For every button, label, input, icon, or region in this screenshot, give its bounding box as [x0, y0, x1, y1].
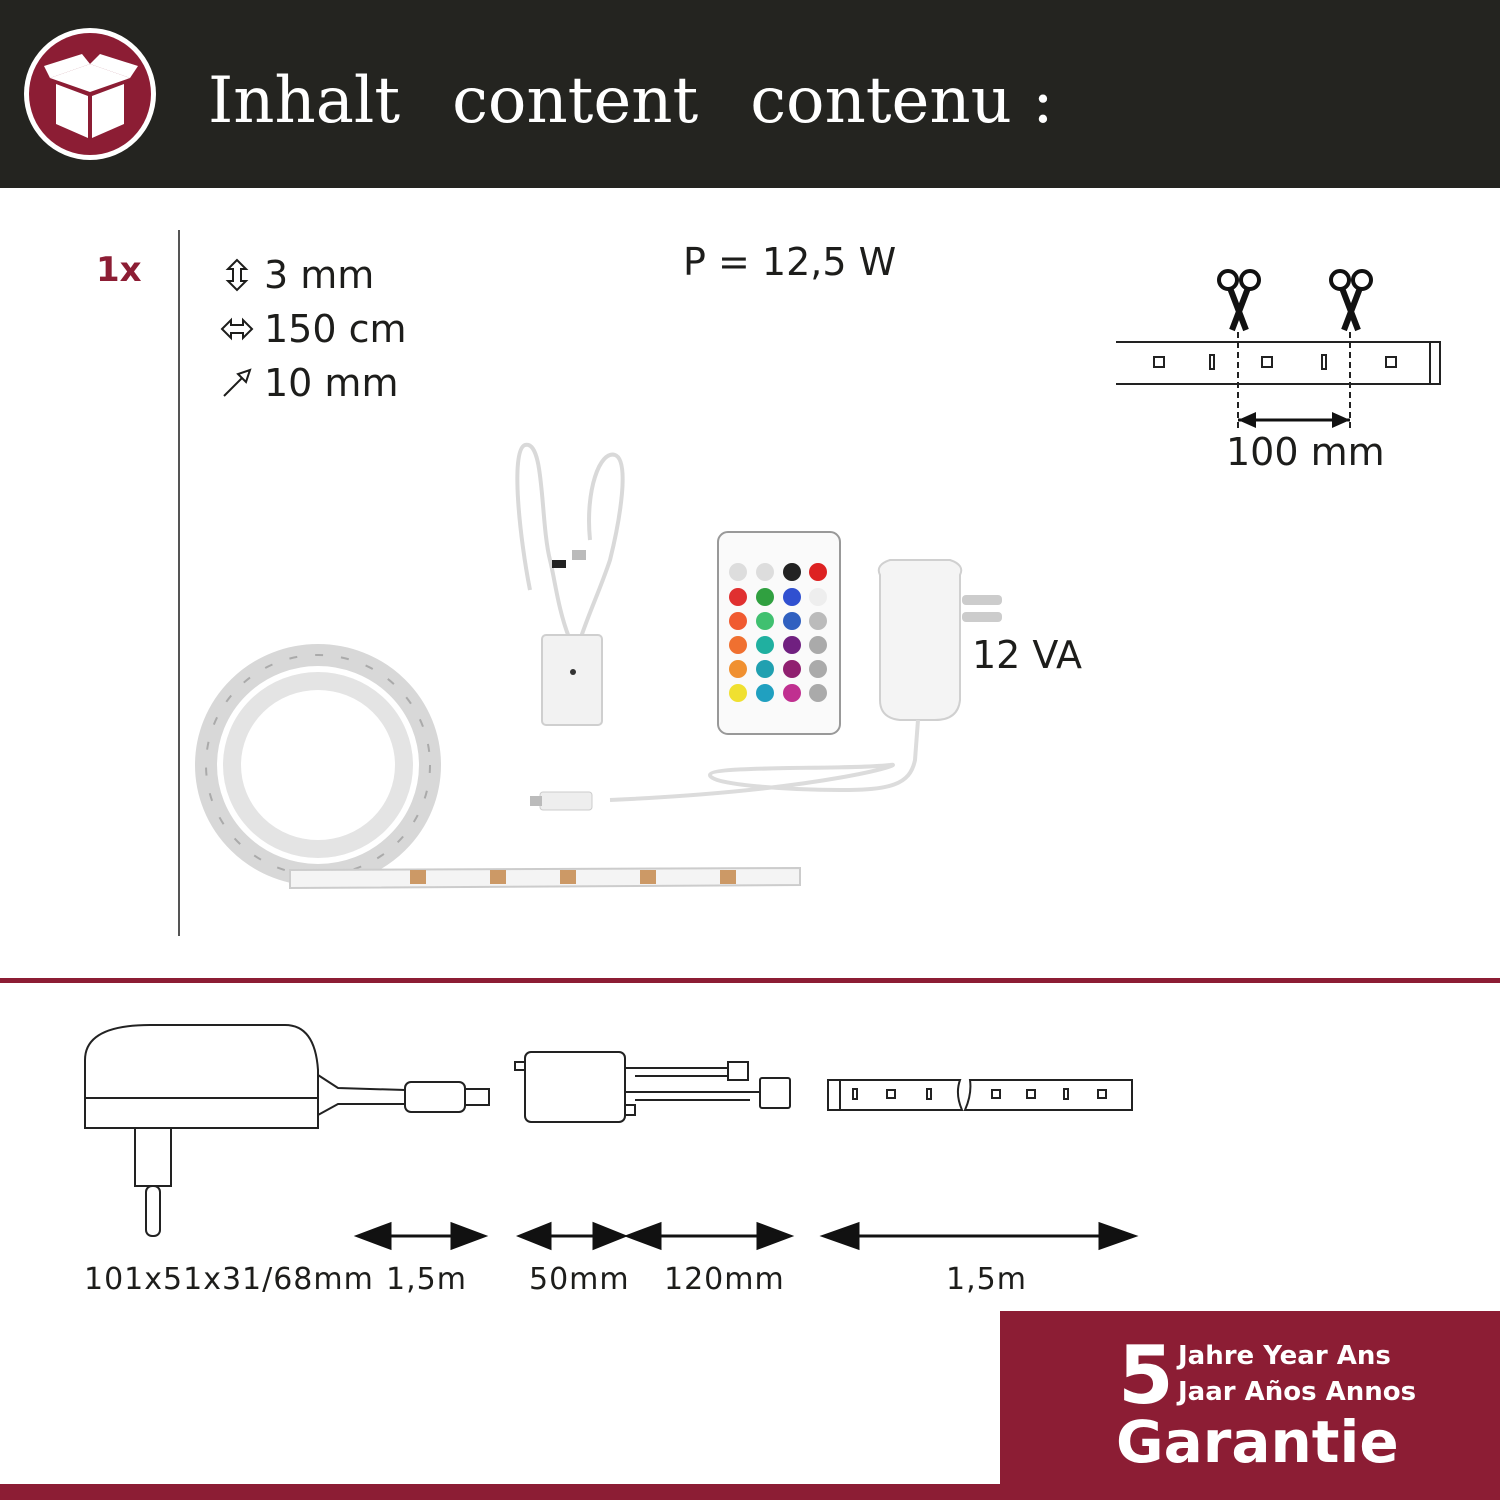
divider [178, 230, 180, 936]
dim-adapter-cable: 1,5m [386, 1262, 467, 1297]
length-arrow-icon [220, 312, 254, 346]
warranty-line2: Jaar Años Annos [1178, 1377, 1417, 1407]
spec-length [220, 302, 407, 356]
controller-box [542, 635, 602, 725]
width-arrow-icon [220, 366, 254, 400]
led-strip-reel [206, 655, 800, 888]
dim-adapter: 101x51x31/68mm [84, 1262, 374, 1297]
dim-controller: 50mm [529, 1262, 630, 1297]
connector-plug [552, 560, 566, 568]
warranty-years: 5 [1118, 1329, 1174, 1422]
adapter-outline [85, 1025, 318, 1128]
title-en: content [452, 64, 699, 138]
connector-cable [517, 445, 622, 640]
spec-height [220, 248, 407, 302]
dim-strip: 1,5m [946, 1262, 1027, 1297]
controller-outline [525, 1052, 625, 1122]
spec-width [220, 356, 407, 410]
product-illustration [190, 430, 1090, 950]
spec-list [220, 248, 407, 410]
footer-strip [0, 1484, 1500, 1500]
quantity-label: 1x [96, 250, 142, 290]
dim-controller-cable: 120mm [664, 1262, 785, 1297]
scissors-icon [1331, 271, 1371, 330]
page-title [208, 56, 1054, 146]
title-de: Inhalt [208, 64, 401, 138]
title-fr: contenu : [750, 64, 1054, 138]
cut-interval: 100 mm [1226, 430, 1385, 474]
warranty-line1: Jahre Year Ans [1178, 1341, 1391, 1371]
header-bar [0, 0, 1500, 188]
section-divider [0, 978, 1500, 983]
scissors-icon [1219, 271, 1259, 330]
spec-width-value: 10 mm [264, 361, 399, 405]
connector-plug [572, 550, 586, 560]
remote-control [718, 532, 840, 734]
box-icon [22, 26, 158, 162]
height-arrow-icon [220, 258, 254, 292]
warranty-label: Garantie [1116, 1408, 1399, 1476]
spec-height-value: 3 mm [264, 253, 375, 297]
warranty-badge [1000, 1311, 1500, 1484]
power-rating: P = 12,5 W [683, 240, 897, 284]
adapter-rating: 12 VA [972, 633, 1082, 677]
schematic-diagram [60, 1010, 1180, 1260]
spec-length-value: 150 cm [264, 307, 407, 351]
